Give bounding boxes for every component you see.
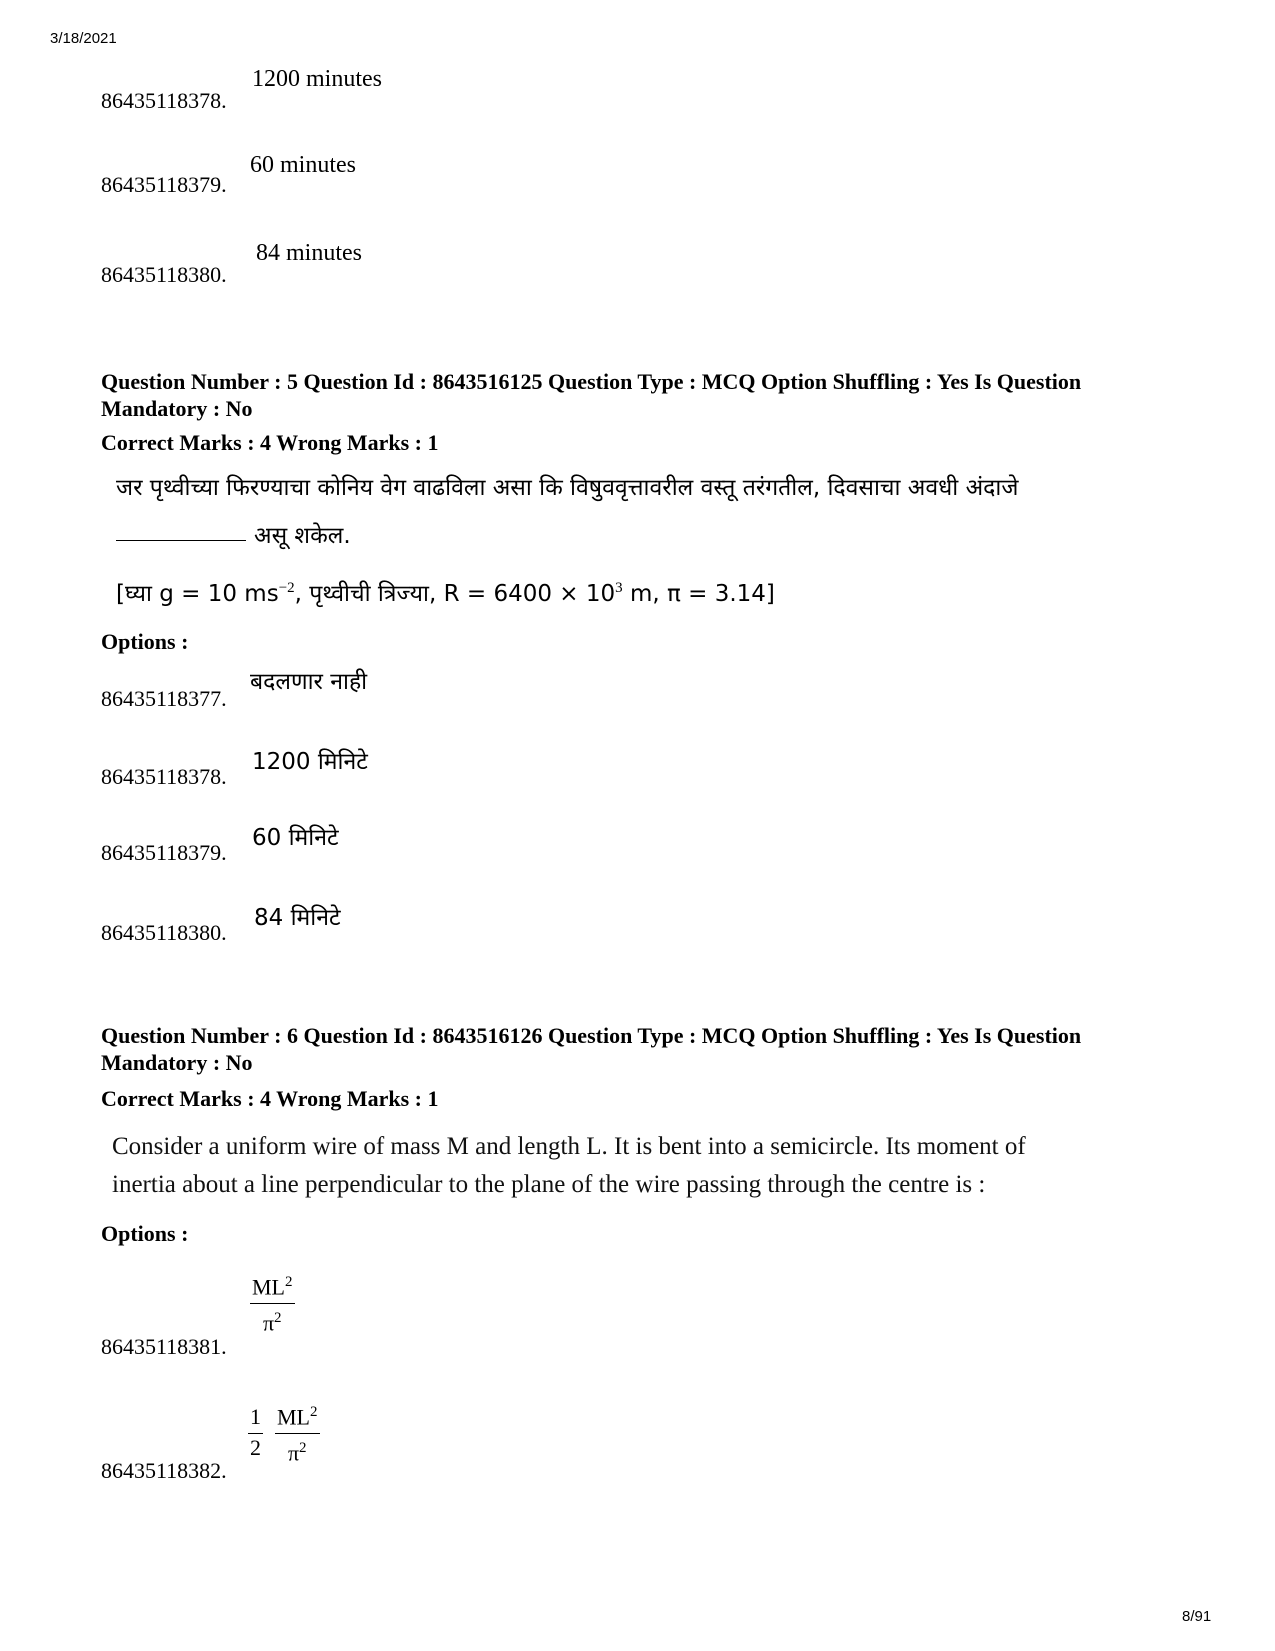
fraction [250, 1268, 295, 1336]
fraction-numerator: $ML^2$ [250, 1268, 295, 1304]
option-formula [248, 1398, 320, 1466]
option-id: 86435118382. [101, 1458, 227, 1483]
question-5-text-tail: असू शकेल. [254, 523, 351, 549]
option-formula [250, 1268, 295, 1336]
option-id: 86435118378. [101, 764, 227, 789]
option-text: 60 minutes [250, 152, 356, 178]
option-id: 86435118378. [101, 88, 227, 113]
question-meta-line: Question Number : 6 Question Id : 8643516126 Question Type : MCQ Option Shuffling : Yes Is Question [101, 1023, 1082, 1048]
option-text: 60 मिनिटे [252, 825, 339, 851]
question-5-text: जर पृथ्वीच्या फिरण्याचा कोनिय वेग वाढविला असा कि विषुववृत्तावरील वस्तू तरंगतील, दिवसाचा अवधी अंदाजे [116, 475, 1019, 501]
option-id: 86435118380. [101, 262, 227, 287]
option-text: 1200 मिनिटे [252, 749, 368, 775]
question-5-marks: Correct Marks : 4 Wrong Marks : 1 [101, 430, 439, 455]
print-date: 3/18/2021 [50, 30, 117, 47]
option-text: 84 मिनिटे [254, 905, 341, 931]
option-id: 86435118381. [101, 1334, 227, 1359]
fraction [275, 1398, 320, 1466]
given-text: [घ्या g = 10 ms [116, 581, 279, 607]
fraction-numerator: $ML^2$ [275, 1398, 320, 1434]
option-text: बदलणार नाही [250, 669, 368, 695]
options-label: Options : [101, 1221, 189, 1246]
fraction [248, 1403, 263, 1460]
question-5-given [116, 576, 775, 608]
options-label: Options : [101, 629, 189, 654]
question-6-meta [101, 1022, 1221, 1076]
given-exponent: 3 [615, 580, 623, 596]
question-5-meta [101, 368, 1221, 422]
question-6-marks: Correct Marks : 4 Wrong Marks : 1 [101, 1086, 439, 1111]
question-6-text [112, 1128, 1026, 1204]
answer-blank [116, 540, 246, 541]
option-id: 86435118377. [101, 686, 227, 711]
fraction-denominator: $\pi^2$ [262, 1310, 282, 1336]
given-text: , पृथ्वीची त्रिज्या, R = 6400 × 10 [294, 581, 616, 607]
fraction-denominator: $\pi^2$ [287, 1440, 307, 1466]
option-id: 86435118379. [101, 840, 227, 865]
question-meta-line: Mandatory : No [101, 1050, 253, 1075]
option-text: 84 minutes [256, 240, 362, 266]
given-exponent: −2 [278, 580, 295, 596]
question-5-text-line2 [116, 518, 351, 550]
question-meta-line: Question Number : 5 Question Id : 8643516125 Question Type : MCQ Option Shuffling : Yes Is Question [101, 369, 1082, 394]
fraction-denominator: 2 [250, 1435, 261, 1461]
question-text-line: Consider a uniform wire of mass M and length L. It is bent into a semicircle. Its moment of [112, 1133, 1026, 1160]
fraction-numerator: 1 [248, 1403, 263, 1434]
option-id: 86435118380. [101, 920, 227, 945]
option-id: 86435118379. [101, 172, 227, 197]
question-meta-line: Mandatory : No [101, 396, 253, 421]
option-text: 1200 minutes [252, 66, 382, 92]
question-text-line: inertia about a line perpendicular to the plane of the wire passing through the centre is : [112, 1171, 986, 1198]
page-number: 8/91 [1182, 1608, 1212, 1625]
given-text: m, π = 3.14] [622, 581, 775, 607]
